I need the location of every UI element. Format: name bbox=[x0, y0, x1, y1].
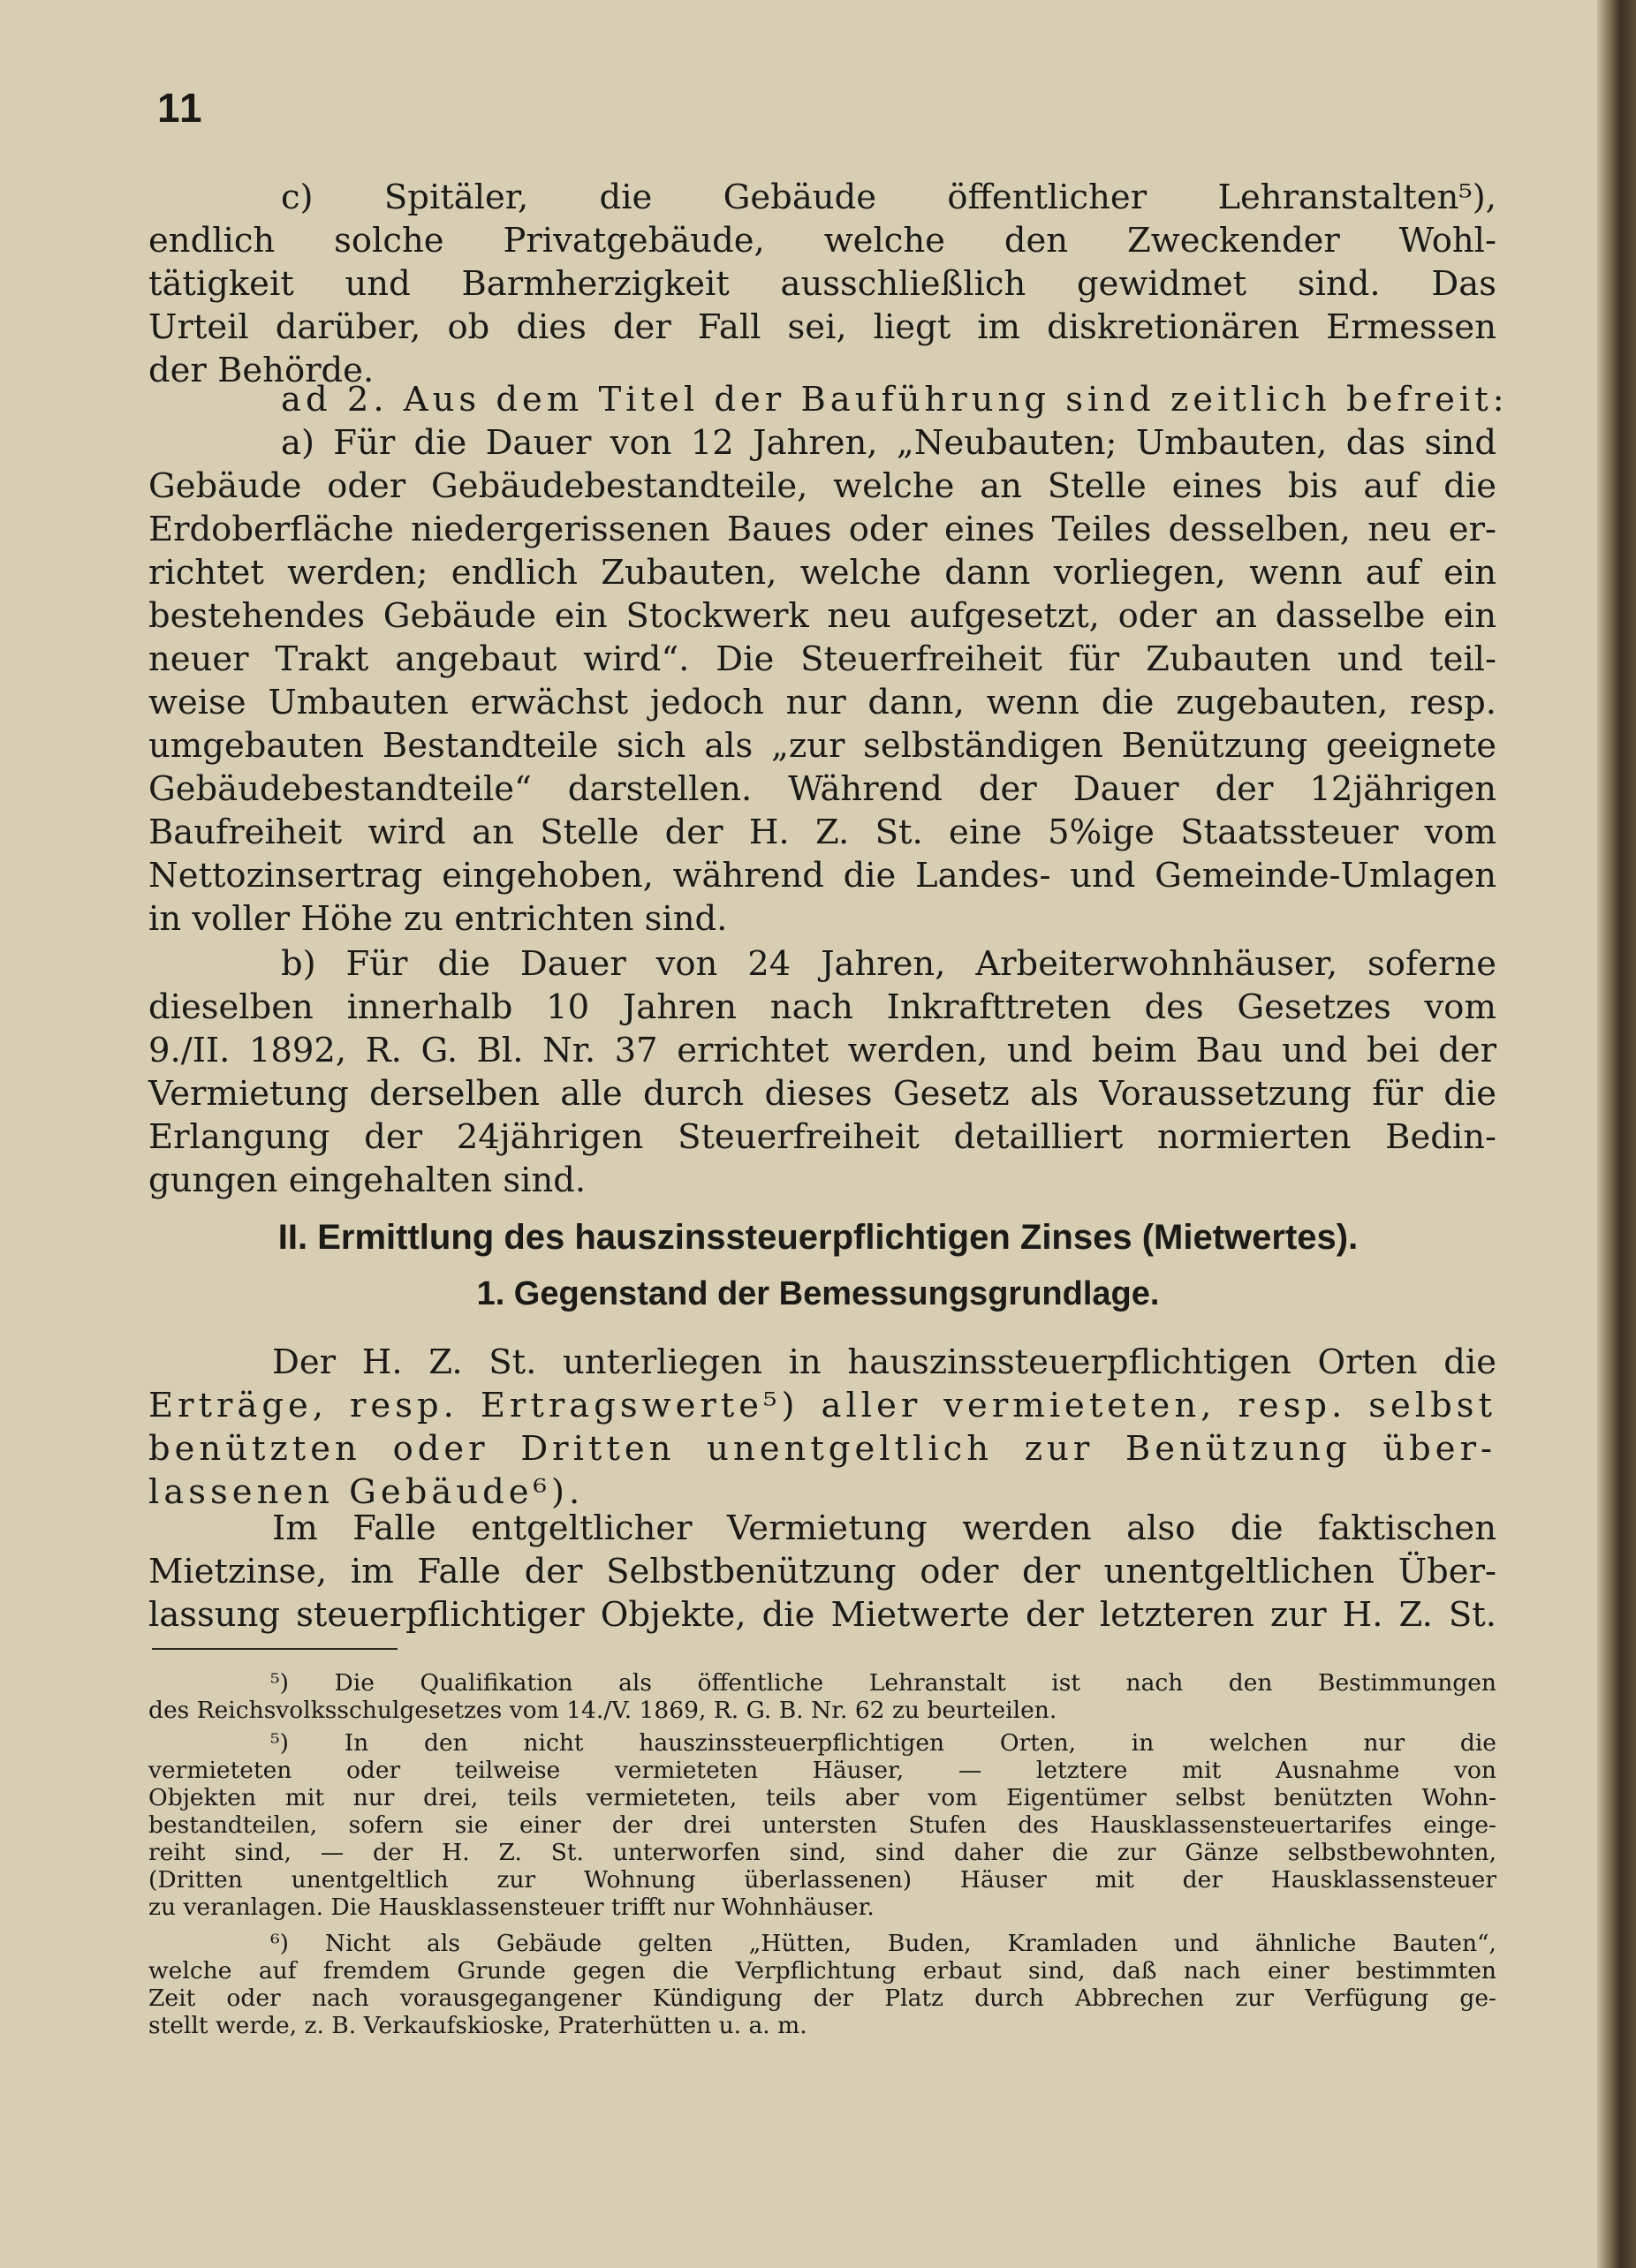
text-line: bestehendes Gebäude ein Stockwerk neu aufgesetzt, oder an dasselbe ein bbox=[148, 596, 1496, 636]
paragraph-2 bbox=[148, 1507, 1496, 1637]
footnote-line: zu veranlagen. Die Hausklassensteuer trifft nur Wohnhäuser. bbox=[148, 1894, 875, 1921]
text-line: lassenen Gebäude⁶). bbox=[148, 1472, 585, 1512]
text-line: a) Für die Dauer von 12 Jahren, „Neubauten; Umbauten, das sind bbox=[281, 423, 1496, 463]
text-line: dieselben innerhalb 10 Jahren nach Inkrafttreten des Gesetzes vom bbox=[148, 987, 1496, 1027]
footnote-line: ⁵) In den nicht hauszinssteuerpflichtigen Orten, in welchen nur die bbox=[270, 1729, 1496, 1757]
text-line: weise Umbauten erwächst jedoch nur dann, wenn die zugebauten, resp. bbox=[148, 683, 1496, 722]
section-a-paragraph bbox=[148, 421, 1496, 941]
footnote-line: Objekten mit nur drei, teils vermieteten, teils aber vom Eigentümer selbst benützten Wohn- bbox=[148, 1784, 1496, 1811]
text-line: Urteil darüber, ob dies der Fall sei, liegt im diskretionären Ermessen bbox=[148, 307, 1496, 347]
text-line: Mietzinse, im Falle der Selbstbenützung oder der unentgeltlichen Über- bbox=[148, 1552, 1496, 1591]
footnote-line: Zeit oder nach vorausgegangener Kündigung der Platz durch Abbrechen zur Verfügung ge- bbox=[148, 1984, 1496, 2012]
text-line: ad 2. Aus dem Titel der Bauführung sind zeitlich befreit: bbox=[281, 380, 1509, 420]
text-line: b) Für die Dauer von 24 Jahren, Arbeiterwohnhäuser, soferne bbox=[281, 944, 1496, 984]
footnote-line: welche auf fremdem Grunde gegen die Verpflichtung erbaut sind, daß nach einer bestimmten bbox=[148, 1957, 1496, 1984]
text-line: Vermietung derselben alle durch dieses Gesetz als Voraussetzung für die bbox=[148, 1074, 1496, 1114]
footnote-line: ⁶) Nicht als Gebäude gelten „Hütten, Buden, Kramladen und ähnliche Bauten“, bbox=[270, 1930, 1496, 1957]
text-line: richtet werden; endlich Zubauten, welche dann vorliegen, wenn auf ein bbox=[148, 553, 1496, 593]
text-line: umgebauten Bestandteile sich als „zur selbständigen Benützung geeignete bbox=[148, 726, 1496, 766]
footnote-line: (Dritten unentgeltlich zur Wohnung überlassenen) Häuser mit der Hausklassensteuer bbox=[148, 1866, 1496, 1894]
text-line: c) Spitäler, die Gebäude öffentlicher Lehranstalten⁵), bbox=[281, 178, 1496, 217]
section-heading-sub: 1. Gegenstand der Bemessungsgrundlage. bbox=[476, 1275, 1160, 1312]
footnote-divider bbox=[152, 1648, 398, 1650]
ad2-lead-paragraph bbox=[148, 378, 1509, 421]
footnote-6 bbox=[148, 1930, 1496, 2039]
footnote-line: stellt werde, z. B. Verkaufskioske, Praterhütten u. a. m. bbox=[148, 2012, 807, 2039]
footnote-line: reiht sind, — der H. Z. St. unterworfen sind, sind daher die zur Gänze selbstbewohnten, bbox=[148, 1839, 1496, 1866]
text-line: 9./II. 1892, R. G. Bl. Nr. 37 errichtet werden, und beim Bau und bei der bbox=[148, 1031, 1496, 1070]
text-line: tätigkeit und Barmherzigkeit ausschließlich gewidmet sind. Das bbox=[148, 264, 1496, 304]
text-line: benützten oder Dritten unentgeltlich zur Benützung über- bbox=[148, 1429, 1496, 1469]
footnote-5b bbox=[148, 1729, 1496, 1921]
section-heading-main: II. Ermittlung des hauszinssteuerpflichtigen Zinses (Mietwertes). bbox=[277, 1218, 1359, 1257]
text-line: in voller Höhe zu entrichten sind. bbox=[148, 899, 728, 939]
footnote-line: ⁵) Die Qualifikation als öffentliche Lehranstalt ist nach den Bestimmungen bbox=[270, 1669, 1496, 1697]
text-line: endlich solche Privatgebäude, welche den Zweckender Wohl- bbox=[148, 221, 1496, 261]
text-line: Im Falle entgeltlicher Vermietung werden also die faktischen bbox=[272, 1508, 1496, 1548]
text-line: neuer Trakt angebaut wird“. Die Steuerfreiheit für Zubauten und teil- bbox=[148, 639, 1496, 679]
text-line: Baufreiheit wird an Stelle der H. Z. St. eine 5%ige Staatssteuer vom bbox=[148, 813, 1496, 852]
section-c-paragraph bbox=[148, 176, 1496, 392]
text-line: lassung steuerpflichtiger Objekte, die Mietwerte der letzteren zur H. Z. St. bbox=[148, 1595, 1496, 1635]
page-number: 11 bbox=[157, 85, 204, 131]
footnote-5a bbox=[148, 1669, 1496, 1724]
text-line: Gebäude oder Gebäudebestandteile, welche an Stelle eines bis auf die bbox=[148, 466, 1496, 506]
text-line: Erdoberfläche niedergerissenen Baues oder eines Teiles desselben, neu er- bbox=[148, 510, 1496, 549]
paragraph-1 bbox=[148, 1341, 1496, 1514]
text-line: gungen eingehalten sind. bbox=[148, 1160, 587, 1200]
footnote-line: vermieteten oder teilweise vermieteten Häuser, — letztere mit Ausnahme von bbox=[148, 1757, 1496, 1784]
text-line: Nettozinsertrag eingehoben, während die Landes- und Gemeinde-Umlagen bbox=[148, 856, 1496, 896]
text-line: Gebäudebestandteile“ darstellen. Während der Dauer der 12jährigen bbox=[148, 769, 1496, 809]
text-line: Erträge, resp. Ertragswerte⁵) aller vermieteten, resp. selbst bbox=[148, 1386, 1496, 1425]
page-binding-edge bbox=[1597, 0, 1636, 2268]
section-b-paragraph bbox=[148, 942, 1496, 1202]
text-line: der Behörde. bbox=[148, 351, 375, 390]
footnote-line: des Reichsvolksschulgesetzes vom 14./V. 1869, R. G. B. Nr. 62 zu beurteilen. bbox=[148, 1697, 1057, 1724]
text-line: Der H. Z. St. unterliegen in hauszinssteuerpflichtigen Orten die bbox=[272, 1342, 1496, 1382]
text-line: Erlangung der 24jährigen Steuerfreiheit detailliert normierten Bedin- bbox=[148, 1117, 1496, 1157]
footnote-line: bestandteilen, sofern sie einer der drei untersten Stufen des Hausklassensteuertarifes einge- bbox=[148, 1811, 1496, 1839]
